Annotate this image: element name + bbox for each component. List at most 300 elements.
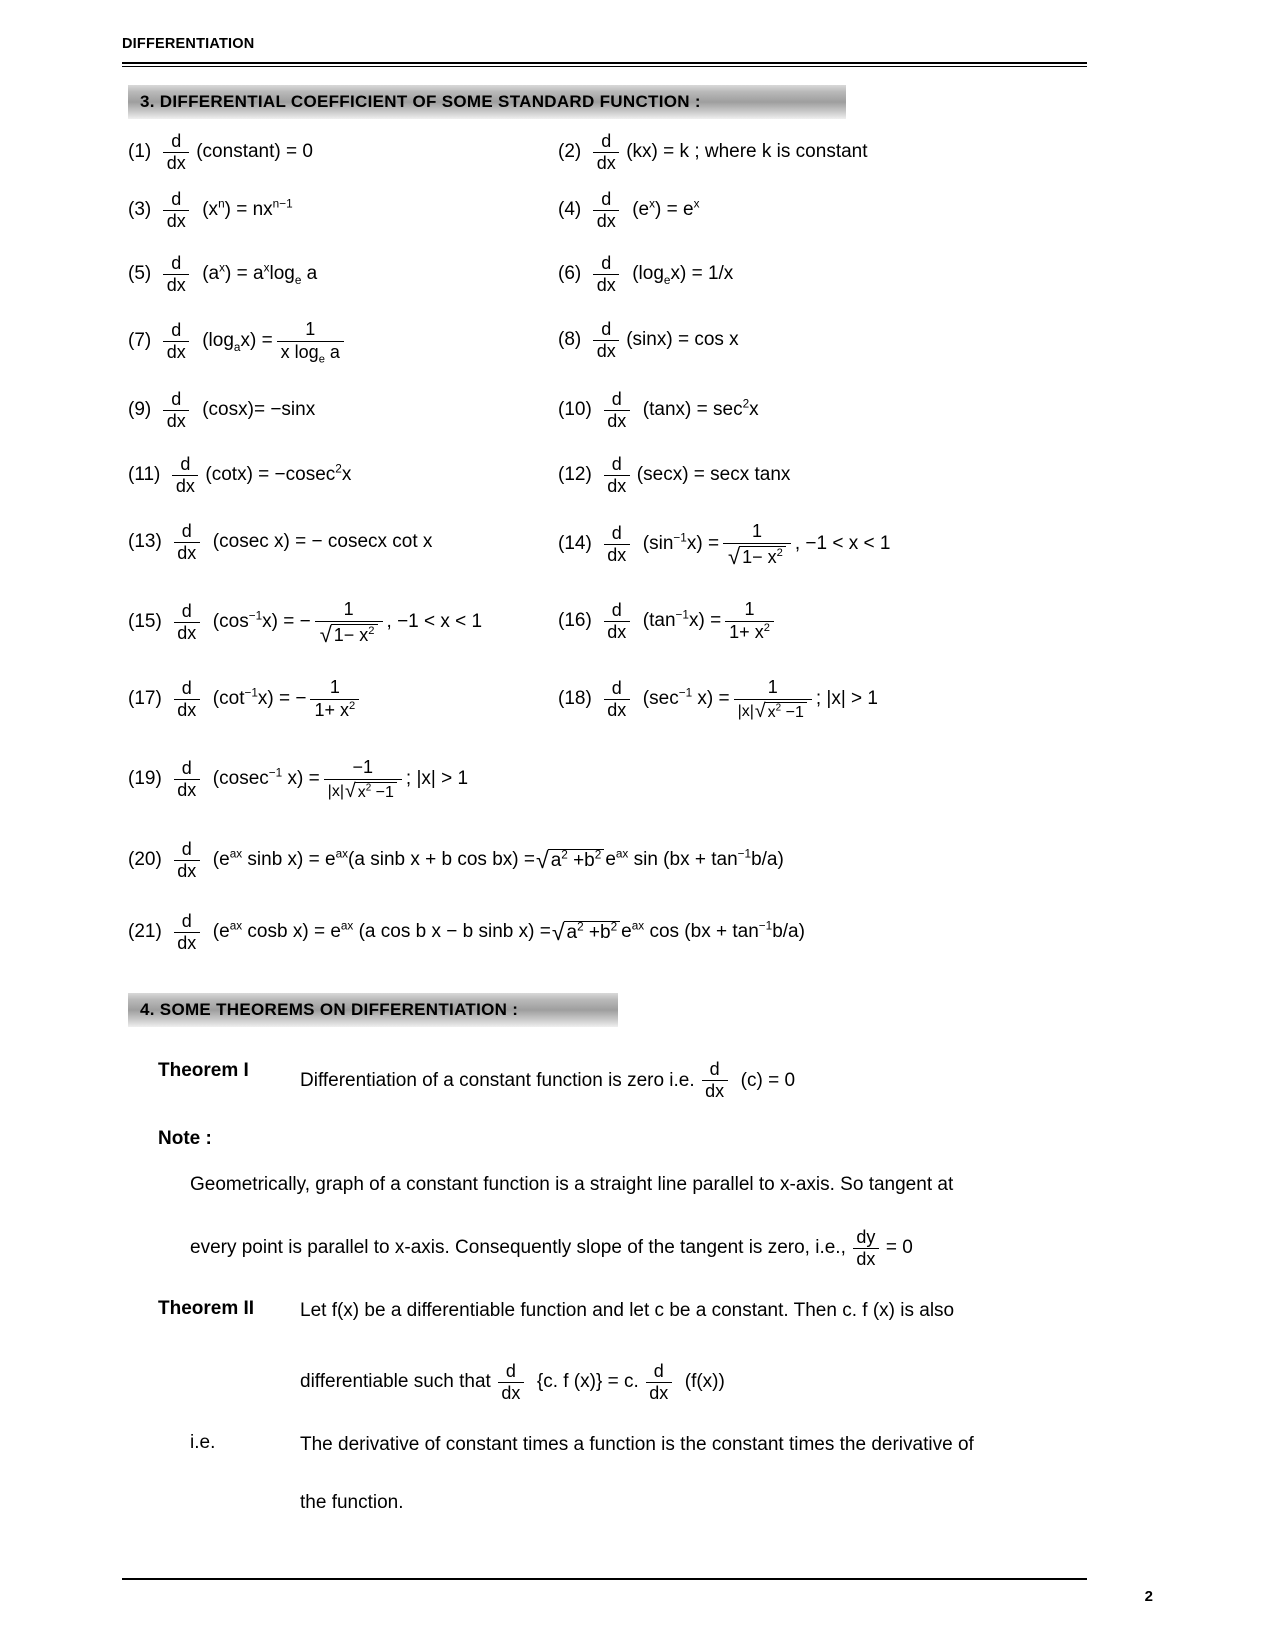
radical-sign: √ xyxy=(728,543,741,569)
formula-part: (x xyxy=(202,198,219,220)
formula-row xyxy=(128,190,1128,254)
formula-part: log xyxy=(269,262,295,284)
formula-part: b/a) xyxy=(772,920,805,942)
formula-number: (11) xyxy=(128,463,161,485)
formula-body xyxy=(202,197,293,221)
formula-item-21 xyxy=(128,912,1128,953)
formula-part: sinb x) = e xyxy=(242,848,336,870)
ddx-denominator: dx xyxy=(166,341,186,362)
formula-part: −1 xyxy=(371,783,394,801)
ie-body xyxy=(300,1432,1113,1458)
section-3-banner xyxy=(128,85,846,119)
exponent: 2 xyxy=(594,849,602,863)
formula-row xyxy=(128,320,1128,390)
formula-part: +b xyxy=(567,850,595,872)
absolute-value: |x| xyxy=(327,782,344,800)
formula-row xyxy=(128,132,1128,190)
ddx-operator xyxy=(646,1362,672,1403)
formula-item-2 xyxy=(558,132,1128,173)
formula-part: (sec xyxy=(642,688,679,710)
formula-body xyxy=(643,534,719,555)
formula-part: x) = xyxy=(692,688,730,710)
ddx-operator xyxy=(163,190,189,231)
ddx-operator xyxy=(593,320,619,361)
formula-number: (7) xyxy=(128,329,152,351)
formula-item-17 xyxy=(128,678,558,721)
formula-part: x log xyxy=(280,341,319,362)
radical xyxy=(536,848,604,872)
radical xyxy=(755,701,807,722)
fraction xyxy=(310,678,359,721)
theorem-1-body xyxy=(300,1060,1113,1101)
theorem-2-row xyxy=(128,1298,1113,1324)
formula-body xyxy=(642,397,759,421)
radical xyxy=(552,920,620,944)
exponent: −1 xyxy=(675,608,689,622)
section-3-title: 3. DIFFERENTIAL COEFFICIENT OF SOME STANDARD FUNCTION : xyxy=(140,92,701,111)
formula-part: a xyxy=(566,922,578,944)
fraction xyxy=(725,600,774,643)
formula-number: (17) xyxy=(128,687,162,709)
formula-body: (sinx) = cos x xyxy=(626,328,739,350)
ddx-denominator: dx xyxy=(177,780,197,801)
ddx-numerator: d xyxy=(171,253,182,273)
formula-number: (19) xyxy=(128,768,162,790)
formula-body xyxy=(632,264,733,285)
formula-part: x xyxy=(749,398,759,420)
formula-part: (cos xyxy=(212,611,249,633)
ddx-denominator: dx xyxy=(177,932,197,953)
formula-part: (sin xyxy=(642,533,674,555)
formula-part: x) = xyxy=(240,329,273,351)
ddx-numerator: d xyxy=(181,839,192,859)
fraction xyxy=(723,522,791,568)
note-line-1: Geometrically, graph of a constant function is a straight line parallel to x-axis. So tangent at xyxy=(190,1174,954,1195)
fraction-bar xyxy=(734,699,812,700)
formula-body xyxy=(642,608,722,632)
exponent: 2 xyxy=(742,397,750,411)
exponent: ax xyxy=(615,847,629,861)
formula-tail xyxy=(621,919,805,943)
formula-item-11 xyxy=(128,455,558,496)
theorem-2-formula xyxy=(300,1362,1113,1403)
ddx-numerator: d xyxy=(653,1360,664,1381)
formula-part: x) = xyxy=(688,609,722,631)
formula-body: (kx) = k ; where k is constant xyxy=(626,140,868,162)
formula-row xyxy=(128,455,1128,522)
ddx-operator xyxy=(163,321,189,362)
fraction-numerator: 1 xyxy=(751,521,762,541)
formula-condition: ; |x| > 1 xyxy=(815,688,878,710)
exponent: ax xyxy=(229,919,243,933)
formula-item-9 xyxy=(128,390,558,431)
ie-row-2 xyxy=(128,1490,1113,1516)
ie-line-2: the function. xyxy=(300,1491,404,1513)
formula-body xyxy=(212,686,307,710)
dydx-operator xyxy=(853,1228,879,1269)
radical-sign: √ xyxy=(754,699,766,722)
formula-part: x xyxy=(767,703,776,721)
ddx-numerator: d xyxy=(709,1059,720,1079)
formula-part: (a sinb x + b cos bx) = xyxy=(348,848,535,870)
exponent: 2 xyxy=(335,462,342,476)
exponent: n−1 xyxy=(272,197,293,211)
standard-derivatives-list xyxy=(128,132,1128,984)
ddx-operator xyxy=(163,254,189,295)
formula-condition: ; |x| > 1 xyxy=(405,768,469,790)
ddx-numerator: d xyxy=(181,521,192,541)
ie-line-1: The derivative of constant times a function is the constant times the derivative of xyxy=(300,1434,974,1455)
exponent: −1 xyxy=(248,610,263,624)
formula-part: (tan xyxy=(642,609,676,631)
radical-sign: √ xyxy=(551,919,565,946)
formula-number: (20) xyxy=(128,848,162,870)
formula-number: (18) xyxy=(558,688,592,710)
fraction-denominator xyxy=(723,545,791,568)
exponent: 2 xyxy=(349,699,356,712)
exponent: x xyxy=(219,261,226,275)
ddx-operator xyxy=(604,524,630,565)
formula-part: (cot xyxy=(212,687,245,709)
ddx-numerator: d xyxy=(611,599,622,620)
formula-part: ) = e xyxy=(655,198,694,220)
formula-number: (15) xyxy=(128,611,162,633)
ddx-denominator: dx xyxy=(705,1080,725,1101)
fraction-denominator xyxy=(725,623,774,643)
formula-row xyxy=(128,522,1128,600)
ddx-numerator: d xyxy=(181,911,192,931)
formula-part: cosb x) = e xyxy=(242,920,341,942)
radicand xyxy=(331,624,378,646)
formula-part: (e xyxy=(212,848,230,870)
formula-number: (2) xyxy=(558,140,582,162)
exponent: n xyxy=(218,197,225,211)
theorem-2-tail: (f(x)) xyxy=(684,1371,725,1393)
formula-part: 1− x xyxy=(742,546,777,567)
formula-part: x) = xyxy=(282,768,320,790)
ddx-denominator: dx xyxy=(166,274,186,295)
formula-part: x xyxy=(357,783,366,801)
radicand xyxy=(548,849,605,872)
radicand xyxy=(765,702,807,722)
theorem-1-label: Theorem I xyxy=(158,1060,249,1081)
formula-row xyxy=(128,600,1128,678)
formula-part: (e xyxy=(632,198,650,220)
formula-number: (4) xyxy=(558,198,582,220)
formula-row xyxy=(128,840,1128,912)
ddx-denominator: dx xyxy=(177,860,197,881)
formula-condition: , −1 < x < 1 xyxy=(794,533,891,555)
subscript: e xyxy=(294,273,302,287)
ddx-operator xyxy=(174,522,200,563)
ddx-denominator: dx xyxy=(177,542,197,563)
ie-label: i.e. xyxy=(190,1432,216,1453)
ddx-denominator: dx xyxy=(607,475,627,496)
formula-part: −1 xyxy=(781,703,804,721)
fraction-denominator xyxy=(315,623,383,646)
footer-rule xyxy=(122,1578,1087,1580)
absolute-value: |x| xyxy=(737,702,754,720)
formula-part: (e xyxy=(212,920,230,942)
formula-part: (a cos b x − b sinb x) = xyxy=(353,920,551,942)
formula-item-19 xyxy=(128,758,1128,801)
formula-item-15 xyxy=(128,600,558,646)
ddx-denominator: dx xyxy=(607,545,627,566)
exponent: 2 xyxy=(763,621,770,634)
exponent: −1 xyxy=(678,686,693,700)
formula-body xyxy=(202,331,272,352)
formula-row xyxy=(128,758,1128,840)
ddx-numerator: d xyxy=(611,678,622,699)
fraction xyxy=(324,758,402,801)
fraction-numerator: 1 xyxy=(343,599,354,619)
exponent: ax xyxy=(340,919,354,933)
subscript: a xyxy=(233,340,241,354)
formula-number: (8) xyxy=(558,328,582,350)
exponent: −1 xyxy=(737,847,752,861)
formula-item-3 xyxy=(128,190,558,231)
formula-number: (1) xyxy=(128,140,152,162)
formula-number: (21) xyxy=(128,920,162,942)
ddx-numerator: d xyxy=(171,389,182,409)
exponent: ax xyxy=(335,847,349,861)
formula-part: b/a) xyxy=(751,848,784,870)
ddx-denominator: dx xyxy=(177,699,197,720)
theorem-2-mid: {c. f (x)} = c. xyxy=(536,1371,639,1393)
formula-part: a xyxy=(550,850,562,872)
formula-part: 1+ x xyxy=(729,621,764,642)
formula-condition: , −1 < x < 1 xyxy=(386,611,483,633)
dydx-denominator: dx xyxy=(856,1248,876,1269)
formula-body xyxy=(202,261,318,287)
formula-part: e xyxy=(605,848,616,870)
formula-number: (16) xyxy=(558,609,592,631)
ddx-numerator: d xyxy=(601,189,612,209)
radical-sign: √ xyxy=(344,779,356,802)
formula-item-14 xyxy=(558,522,1128,568)
ddx-operator xyxy=(593,190,619,231)
ddx-numerator: d xyxy=(601,319,612,339)
ddx-numerator: d xyxy=(181,601,192,622)
exponent: 2 xyxy=(368,624,375,637)
subscript: e xyxy=(663,273,671,287)
ddx-operator xyxy=(174,602,200,643)
formula-item-1 xyxy=(128,132,558,173)
exponent: x xyxy=(649,197,656,211)
exponent: −1 xyxy=(244,686,258,700)
running-head: DIFFERENTIATION xyxy=(122,36,255,52)
ddx-operator xyxy=(174,759,200,800)
formula-item-18 xyxy=(558,678,1128,721)
ddx-denominator: dx xyxy=(596,340,616,361)
ddx-operator xyxy=(163,132,189,173)
ddx-denominator: dx xyxy=(166,410,186,431)
ddx-numerator: d xyxy=(505,1360,516,1381)
radical xyxy=(345,781,397,802)
ddx-operator xyxy=(593,254,619,295)
formula-number: (12) xyxy=(558,463,592,485)
ddx-denominator: dx xyxy=(649,1382,669,1403)
formula-part: (log xyxy=(632,262,664,284)
ddx-numerator: d xyxy=(611,389,622,409)
ie-row xyxy=(128,1432,1113,1458)
fraction-numerator: 1 xyxy=(329,677,340,697)
fraction-denominator xyxy=(324,781,402,802)
formula-body: (cosx)= −sinx xyxy=(202,398,316,420)
subscript: e xyxy=(318,353,325,366)
radicand xyxy=(564,921,621,944)
formula-part: (a xyxy=(202,262,220,284)
ddx-denominator: dx xyxy=(177,623,197,644)
section-4-title: 4. SOME THEOREMS ON DIFFERENTIATION : xyxy=(140,1000,519,1019)
ddx-denominator: dx xyxy=(596,152,616,173)
ddx-denominator: dx xyxy=(175,475,195,496)
ddx-numerator: d xyxy=(601,131,612,151)
fraction-numerator: 1 xyxy=(305,319,316,339)
formula-number: (9) xyxy=(128,398,152,420)
exponent: ax xyxy=(229,847,243,861)
exponent: 2 xyxy=(775,702,782,714)
theorem-2-block xyxy=(128,1298,1113,1402)
theorem-2-line-2-text: differentiable such that xyxy=(300,1371,491,1393)
ddx-operator xyxy=(702,1060,728,1101)
ddx-denominator: dx xyxy=(607,410,627,431)
formula-part: (cosec xyxy=(212,768,269,790)
formula-body: (secx) = secx tanx xyxy=(636,463,791,485)
exponent: −1 xyxy=(758,919,773,933)
ddx-operator xyxy=(604,601,630,642)
ddx-denominator: dx xyxy=(607,700,627,721)
note-block xyxy=(128,1128,1113,1268)
header-rule-thick xyxy=(122,62,1087,64)
ddx-numerator: d xyxy=(611,454,622,474)
formula-item-4 xyxy=(558,190,1128,231)
ddx-denominator: dx xyxy=(596,210,616,231)
formula-tail xyxy=(605,847,784,871)
exponent: 2 xyxy=(776,546,783,559)
theorem-2-line-1: Let f(x) be a differentiable function and let c be a constant. Then c. f (x) is also xyxy=(300,1300,955,1321)
ddx-denominator: dx xyxy=(166,210,186,231)
formula-part: (log xyxy=(202,329,234,351)
radicand xyxy=(355,782,397,802)
formula-body: (constant) = 0 xyxy=(196,140,313,162)
exponent: ax xyxy=(631,919,645,933)
ddx-numerator: d xyxy=(171,131,182,151)
radical xyxy=(320,623,378,646)
formula-item-6 xyxy=(558,254,1128,295)
page-number: 2 xyxy=(1144,1588,1153,1605)
formula-part: sin (bx + tan xyxy=(628,848,738,870)
theorem-2-body xyxy=(300,1298,1113,1324)
note-line-2 xyxy=(128,1228,1113,1269)
formula-row xyxy=(128,678,1128,758)
fraction xyxy=(734,678,812,721)
ddx-denominator: dx xyxy=(501,1382,521,1403)
formula-part: ) = nx xyxy=(224,198,273,220)
exponent: −1 xyxy=(268,766,283,780)
ddx-operator xyxy=(174,840,200,881)
formula-part: x) = − xyxy=(262,611,311,633)
formula-body xyxy=(213,612,311,633)
ddx-numerator: d xyxy=(181,758,192,779)
formula-part: x) = − xyxy=(257,687,307,709)
ddx-denominator: dx xyxy=(596,274,616,295)
formula-body xyxy=(205,462,352,486)
theorem-1-block xyxy=(128,1060,1113,1101)
ie-block xyxy=(128,1432,1113,1515)
ddx-numerator: d xyxy=(181,677,192,698)
ie-body-2 xyxy=(300,1490,1113,1516)
fraction xyxy=(277,319,344,366)
radical xyxy=(728,545,786,568)
formula-body xyxy=(642,686,730,710)
ddx-denominator: dx xyxy=(607,621,627,642)
formula-number: (10) xyxy=(558,398,592,420)
ddx-operator xyxy=(172,455,198,496)
note-line-2-text: every point is parallel to x-axis. Consequently slope of the tangent is zero, i.e., xyxy=(190,1237,846,1259)
ddx-operator xyxy=(604,679,630,720)
ddx-operator xyxy=(163,390,189,431)
radical-sign: √ xyxy=(319,621,332,647)
formula-body xyxy=(212,847,535,871)
fraction-denominator xyxy=(310,701,359,721)
formula-part: 1+ x xyxy=(314,699,350,720)
formula-row xyxy=(128,912,1128,984)
exponent: −1 xyxy=(673,532,687,546)
fraction-denominator xyxy=(734,701,812,722)
note-line-2-tail: = 0 xyxy=(885,1237,913,1259)
fraction-numerator: 1 xyxy=(744,599,755,619)
theorem-2-label: Theorem II xyxy=(158,1298,255,1319)
theorem-1-text-after: (c) = 0 xyxy=(740,1069,796,1091)
radical-sign: √ xyxy=(535,847,549,874)
radicand xyxy=(739,546,786,568)
formula-row xyxy=(128,254,1128,320)
formula-part: x xyxy=(341,463,352,485)
formula-part: ) = a xyxy=(225,262,264,284)
exponent: x xyxy=(263,261,270,275)
formula-item-7 xyxy=(128,319,558,366)
formula-item-12 xyxy=(558,455,1128,496)
ddx-denominator: dx xyxy=(166,152,186,173)
theorem-1-text: Differentiation of a constant function is zero i.e. xyxy=(300,1069,695,1091)
exponent: 2 xyxy=(365,782,372,794)
ddx-operator xyxy=(604,455,630,496)
ddx-operator xyxy=(174,912,200,953)
fraction-numerator: −1 xyxy=(352,757,374,777)
fraction-numerator: 1 xyxy=(767,677,778,697)
formula-number: (3) xyxy=(128,198,152,220)
formula-body xyxy=(212,766,320,790)
formula-item-5 xyxy=(128,254,558,295)
formula-number: (6) xyxy=(558,262,582,284)
dydx-numerator: dy xyxy=(856,1226,876,1247)
formula-item-10 xyxy=(558,390,1128,431)
ddx-numerator: d xyxy=(171,319,182,340)
formula-part: +b xyxy=(583,922,611,944)
formula-row xyxy=(128,390,1128,455)
section-4-banner xyxy=(128,993,618,1027)
formula-part: a xyxy=(301,262,318,284)
formula-part: x) = 1/x xyxy=(670,262,734,284)
theorem-1-row xyxy=(128,1060,1113,1101)
formula-item-16 xyxy=(558,600,1128,643)
ddx-numerator: d xyxy=(180,454,191,474)
note-label: Note : xyxy=(158,1128,212,1149)
header-rule-thin xyxy=(122,66,1087,67)
formula-part: 1− x xyxy=(333,624,369,645)
formula-number: (5) xyxy=(128,262,152,284)
